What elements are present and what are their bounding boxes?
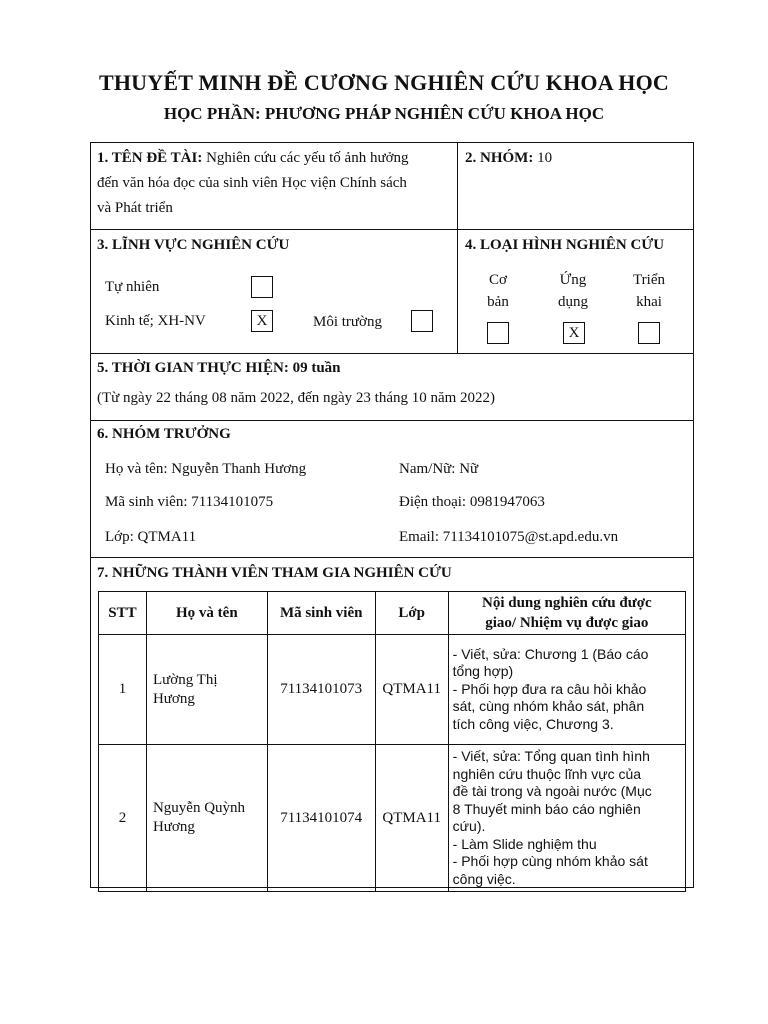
row-stt: 2 xyxy=(99,745,147,892)
divider-row1 xyxy=(90,229,694,230)
task-line: tích công việc, Chương 3. xyxy=(452,715,614,732)
row-student-id: 71134101073 xyxy=(267,635,375,745)
checkbox-deploy[interactable] xyxy=(638,322,660,344)
checkbox-natural[interactable] xyxy=(251,276,273,298)
task-line: - Viết, sửa: Tổng quan tình hình xyxy=(452,748,650,764)
topic-label: 1. TÊN ĐỀ TÀI: xyxy=(97,150,203,166)
task-line: - Làm Slide nghiệm thu xyxy=(452,835,597,852)
header-task xyxy=(448,592,685,635)
members-header-row xyxy=(99,592,686,635)
section-topic xyxy=(97,146,409,171)
task-line: - Phối hợp đưa ra câu hỏi khảo xyxy=(452,680,647,697)
checkbox-economics[interactable]: X xyxy=(251,310,273,332)
checkbox-applied[interactable]: X xyxy=(563,322,585,344)
leader-name: Họ và tên: Nguyễn Thanh Hương xyxy=(105,461,307,477)
duration-label: 5. THỜI GIAN THỰC HIỆN: 09 tuần xyxy=(97,360,341,376)
row-name-line1: Nguyễn Quỳnh xyxy=(152,800,246,816)
members-table xyxy=(98,591,686,892)
topic-line1: Nghiên cứu các yếu tố ảnh hưởng xyxy=(206,150,409,166)
row-name-line2: Hương xyxy=(152,819,195,835)
divider-row2 xyxy=(90,353,694,354)
row-name xyxy=(146,635,267,745)
row-stt: 1 xyxy=(99,635,147,745)
table-row xyxy=(99,635,686,745)
header-task-line1: Nội dung nghiên cứu được xyxy=(481,595,652,611)
topic-line3: và Phát triển xyxy=(97,200,173,216)
field-option-natural: Tự nhiên xyxy=(105,279,160,295)
row-name-line1: Lường Thị xyxy=(152,671,218,688)
divider-col xyxy=(457,142,458,353)
type-deploy-line1: Triển xyxy=(633,272,665,288)
type-applied-line2: dụng xyxy=(558,294,588,310)
task-line: - Phối hợp cùng nhóm khảo sát xyxy=(452,853,648,869)
task-line: tổng hợp) xyxy=(452,663,514,680)
type-basic-line1: Cơ xyxy=(489,272,507,288)
header-task-line2: giao/ Nhiệm vụ được giao xyxy=(485,615,649,631)
task-line: cứu). xyxy=(452,818,486,834)
row-name-line2: Hương xyxy=(152,690,195,707)
header-student-id: Mã sinh viên xyxy=(267,592,375,635)
type-deploy-line2: khai xyxy=(636,294,662,310)
row-class: QTMA11 xyxy=(375,635,448,745)
leader-email: Email: 71134101075@st.apd.edu.vn xyxy=(399,529,619,545)
header-name: Họ và tên xyxy=(146,592,267,635)
checkbox-basic[interactable] xyxy=(487,322,509,344)
duration-range: (Từ ngày 22 tháng 08 năm 2022, đến ngày 23 tháng 10 năm 2022) xyxy=(97,390,496,406)
group-label: 2. NHÓM: xyxy=(465,150,534,166)
members-label: 7. NHỮNG THÀNH VIÊN THAM GIA NGHIÊN CỨU xyxy=(97,565,452,581)
field-label: 3. LĨNH VỰC NGHIÊN CỨU xyxy=(97,237,290,253)
checkbox-environment[interactable] xyxy=(411,310,433,332)
leader-label: 6. NHÓM TRƯỞNG xyxy=(97,426,231,442)
task-line: nghiên cứu thuộc lĩnh vực của xyxy=(452,765,642,782)
type-basic-line2: bản xyxy=(487,294,509,310)
field-option-environment: Môi trường xyxy=(313,314,382,330)
group-value: 10 xyxy=(537,150,553,166)
task-line: 8 Thuyết minh báo cáo nghiên xyxy=(452,800,641,817)
divider-row3 xyxy=(90,420,694,421)
task-line: đề tài trong và ngoài nước (Mục xyxy=(452,783,652,799)
table-row xyxy=(99,745,686,892)
topic-line2: đến văn hóa đọc của sinh viên Học viện Chính sách xyxy=(97,175,407,191)
row-name xyxy=(146,745,267,892)
divider-row4 xyxy=(90,557,694,558)
row-student-id: 71134101074 xyxy=(267,745,375,892)
document-title: THUYẾT MINH ĐỀ CƯƠNG NGHIÊN CỨU KHOA HỌC xyxy=(98,70,670,95)
document-subtitle: HỌC PHẦN: PHƯƠNG PHÁP NGHIÊN CỨU KHOA HỌC xyxy=(163,104,605,123)
leader-student-id: Mã sinh viên: 71134101075 xyxy=(105,494,274,510)
task-line: - Viết, sửa: Chương 1 (Báo cáo xyxy=(452,645,649,662)
task-line: công việc. xyxy=(452,870,516,887)
leader-phone: Điện thoại: 0981947063 xyxy=(399,494,545,510)
leader-gender: Nam/Nữ: Nữ xyxy=(399,461,479,477)
row-task xyxy=(448,635,685,745)
section-group xyxy=(465,146,552,171)
leader-class: Lớp: QTMA11 xyxy=(105,529,197,545)
task-line: sát, cùng nhóm khảo sát, phân xyxy=(452,698,645,715)
row-task xyxy=(448,745,685,892)
type-label: 4. LOẠI HÌNH NGHIÊN CỨU xyxy=(465,237,665,253)
field-option-economics: Kinh tế; XH-NV xyxy=(105,313,206,329)
header-stt: STT xyxy=(99,592,147,635)
header-class: Lớp xyxy=(375,592,448,635)
row-class: QTMA11 xyxy=(375,745,448,892)
type-applied-line1: Ứng xyxy=(559,272,587,288)
